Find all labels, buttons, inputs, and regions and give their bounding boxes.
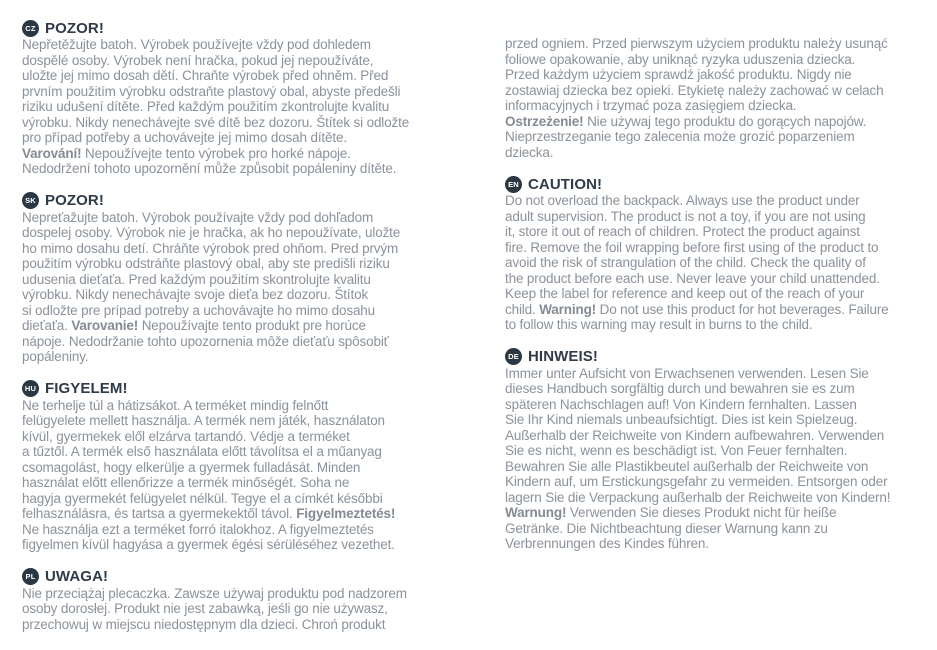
body-line: Nepreťažujte batoh. Výrobok používajte vždy pod dohľadom bbox=[22, 209, 374, 225]
body-line: fire. Remove the foil wrapping before first using of the product to bbox=[505, 239, 879, 255]
body-line: Do not overload the backpack. Always use the product under bbox=[505, 193, 860, 208]
body-line: Getränke. Die Nichtbeachtung dieser Warnung kann zu bbox=[505, 520, 828, 536]
section-title-hu: FIGYELEM! bbox=[45, 380, 128, 397]
warning-section-sk bbox=[22, 192, 456, 365]
body-line: Verbrennungen des Kindes führen. bbox=[505, 536, 709, 551]
lang-badge-en-icon: EN bbox=[505, 176, 522, 193]
body-line: Außerhalb der Reichweite von Kindern aufbewahren. Verwenden bbox=[505, 427, 885, 443]
body-line: Ne használja ezt a terméket forró italokhoz. A figyelmeztetés bbox=[22, 521, 374, 537]
body-line: Bewahren Sie alle Plastikbeutel außerhalb der Reichweite von bbox=[505, 458, 869, 474]
body-line: Ne terhelje túl a hátizsákot. A terméket mindig felnőtt bbox=[22, 397, 329, 413]
lang-badge-hu-icon: HU bbox=[22, 380, 39, 397]
body-line: informacyjnych i trzymać poza zasięgiem dziecka. bbox=[505, 98, 797, 113]
body-line: riziku udušení dítěte. Před každým použitím zkontrolujte kvalitu bbox=[22, 99, 390, 114]
body-line: the product before each use. Never leave your child unattended. bbox=[505, 270, 880, 286]
body-line: dieťaťa. Varovanie! Nepoužívajte tento produkt pre horúce bbox=[22, 318, 366, 333]
warning-section-hu bbox=[22, 380, 456, 553]
body-line: adult supervision. The product is not a toy, if you are not using bbox=[505, 208, 866, 224]
section-header-en bbox=[505, 175, 935, 193]
body-line: Warnung! Verwenden Sie dieses Produkt nicht für heiße bbox=[505, 505, 837, 520]
body-line: Varování! Nepoužívejte tento výrobek pro horké nápoje. bbox=[22, 145, 351, 161]
body-line: foliowe opakowanie, aby uniknąć ryzyka uduszenia dziecka. bbox=[505, 51, 856, 67]
section-title-sk: POZOR! bbox=[45, 192, 104, 209]
lang-badge-pl-icon: PL bbox=[22, 568, 39, 585]
body-line: späteren Nachschlagen auf! Von Kindern fernhalten. Lassen bbox=[505, 396, 857, 412]
section-title-de: HINWEIS! bbox=[528, 348, 598, 365]
lang-badge-cz-icon: CZ bbox=[22, 20, 39, 37]
warning-section-de bbox=[505, 348, 935, 552]
section-title-en: CAUTION! bbox=[528, 175, 603, 193]
lang-badge-de-icon: DE bbox=[505, 348, 522, 365]
body-line: výrobku. Nikdy nenechávajte svoje dieťa bez dozoru. Štítok bbox=[22, 287, 369, 302]
body-line: Ostrzeżenie! Nie używaj tego produktu do gorących napojów. bbox=[505, 113, 867, 129]
body-line: prvním použitím výrobku odstraňte plastový obal, abyste předešli bbox=[22, 83, 401, 99]
body-line: Nepřetěžujte batoh. Výrobek používejte vždy pod dohledem bbox=[22, 37, 371, 52]
body-line: udusenia dieťaťa. Pred každým použitím skontrolujte kvalitu bbox=[22, 271, 371, 287]
body-line: a tűztől. A termék első használata előtt távolítsa el a műanyag bbox=[22, 444, 382, 459]
body-line: to follow this warning may result in burns to the child. bbox=[505, 317, 813, 332]
body-line: avoid the risk of strangulation of the child. Check the quality of bbox=[505, 255, 866, 270]
section-header-pl bbox=[22, 568, 456, 586]
body-line: dospelej osoby. Výrobok nie je hračka, ak ho nepoužívate, uložte bbox=[22, 225, 401, 240]
section-title-pl: UWAGA! bbox=[45, 568, 109, 585]
body-line: popáleniny. bbox=[22, 349, 89, 364]
warning-section-pl bbox=[22, 568, 456, 633]
warning-section-cz bbox=[22, 19, 456, 177]
body-line: Sie es nicht, wenn es beschädigt ist. Von Feuer fernhalten. bbox=[505, 443, 848, 458]
body-line: pro případ potřeby a uchovávejte jej mimo dosah dítěte. bbox=[22, 130, 347, 145]
body-line: uložte jej mimo dosah dětí. Chraňte výrobek před ohněm. Před bbox=[22, 68, 389, 83]
body-line: dieses Handbuch sorgfältig durch und bewahren sie es zum bbox=[505, 381, 855, 396]
body-line: Sie Ihr Kind niemals unbeaufsichtigt. Dies ist kein Spielzeug. bbox=[505, 412, 858, 427]
section-header-de bbox=[505, 348, 935, 366]
body-line: Nie przeciążaj plecaczka. Zawsze używaj produktu pod nadzorem bbox=[22, 585, 407, 601]
body-line: csomagolást, hogy elkerülje a gyermek fulladását. Minden bbox=[22, 459, 361, 475]
body-line: dospělé osoby. Výrobek není hračka, pokud jej nepoužíváte, bbox=[22, 52, 374, 68]
warning-section-pl-continued bbox=[505, 36, 935, 160]
body-line: przechowuj w miejscu niedostępnym dla dzieci. Chroń produkt bbox=[22, 616, 386, 632]
body-line: výrobku. Nikdy nenechávejte své dítě bez dozoru. Štítek si odložte bbox=[22, 114, 410, 130]
body-line: Kindern auf, um Erstickungsgefahr zu vermeiden. Entsorgen oder bbox=[505, 474, 888, 489]
body-line: kívül, gyermekek elől elzárva tartandó. Védje a terméket bbox=[22, 428, 350, 444]
body-line: Nedodržení tohoto upozornění může způsobit popáleniny dítěte. bbox=[22, 161, 397, 176]
body-line: przed ogniem. Przed pierwszym użyciem produktu należy usunąć bbox=[505, 36, 888, 51]
body-line: nápoje. Nedodržanie tohto upozornenia môže dieťaťu spôsobiť bbox=[22, 333, 389, 349]
section-header-cz bbox=[22, 19, 456, 37]
body-line: hagyja gyermekét felügyelet nélkül. Tegye el a címkét későbbi bbox=[22, 490, 383, 506]
body-line: osoby dorosłej. Produkt nie jest zabawką, jeśli go nie używasz, bbox=[22, 601, 388, 616]
body-line: si odložte pre prípad potreby a uchovávajte ho mimo dosahu bbox=[22, 302, 376, 318]
body-line: child. Warning! Do not use this product for hot beverages. Failure bbox=[505, 301, 889, 317]
column-right bbox=[505, 19, 935, 567]
body-line: dziecka. bbox=[505, 144, 554, 160]
column-left bbox=[22, 19, 456, 647]
body-line: it, store it out of reach of children. Protect the product against bbox=[505, 224, 860, 239]
body-line: figyelmen kívül hagyása a gyermek égési sérüléséhez vezethet. bbox=[22, 537, 395, 552]
body-line: felhasználásra, és tartsa a gyermekektől távol. Figyelmeztetés! bbox=[22, 506, 396, 521]
section-header-hu bbox=[22, 380, 456, 398]
body-line: Immer unter Aufsicht von Erwachsenen verwenden. Lesen Sie bbox=[505, 365, 869, 381]
warning-section-en bbox=[505, 175, 935, 333]
section-title-cz: POZOR! bbox=[45, 19, 104, 37]
body-line: használat előtt ellenőrizze a termék minőségét. Soha ne bbox=[22, 475, 350, 490]
body-line: zostawiaj dziecka bez opieki. Etykietę należy zachować w celach bbox=[505, 82, 884, 98]
body-line: felügyelete mellett használja. A termék nem játék, használaton bbox=[22, 413, 385, 428]
body-line: lagern Sie die Verpackung außerhalb der Reichweite von Kindern! bbox=[505, 489, 891, 505]
body-line: Przed każdym użyciem sprawdź jakość produktu. Nigdy nie bbox=[505, 67, 852, 82]
section-header-sk bbox=[22, 192, 456, 210]
lang-badge-sk-icon: SK bbox=[22, 192, 39, 209]
body-line: použitím výrobku odstráňte plastový obal, aby ste predišli riziku bbox=[22, 256, 390, 271]
body-line: Nieprzestrzeganie tego zalecenia może grozić poparzeniem bbox=[505, 129, 855, 144]
body-line: Keep the label for reference and keep out of the reach of your bbox=[505, 286, 865, 301]
body-line: ho mimo dosahu detí. Chráňte výrobok pred ohňom. Pred prvým bbox=[22, 240, 399, 256]
